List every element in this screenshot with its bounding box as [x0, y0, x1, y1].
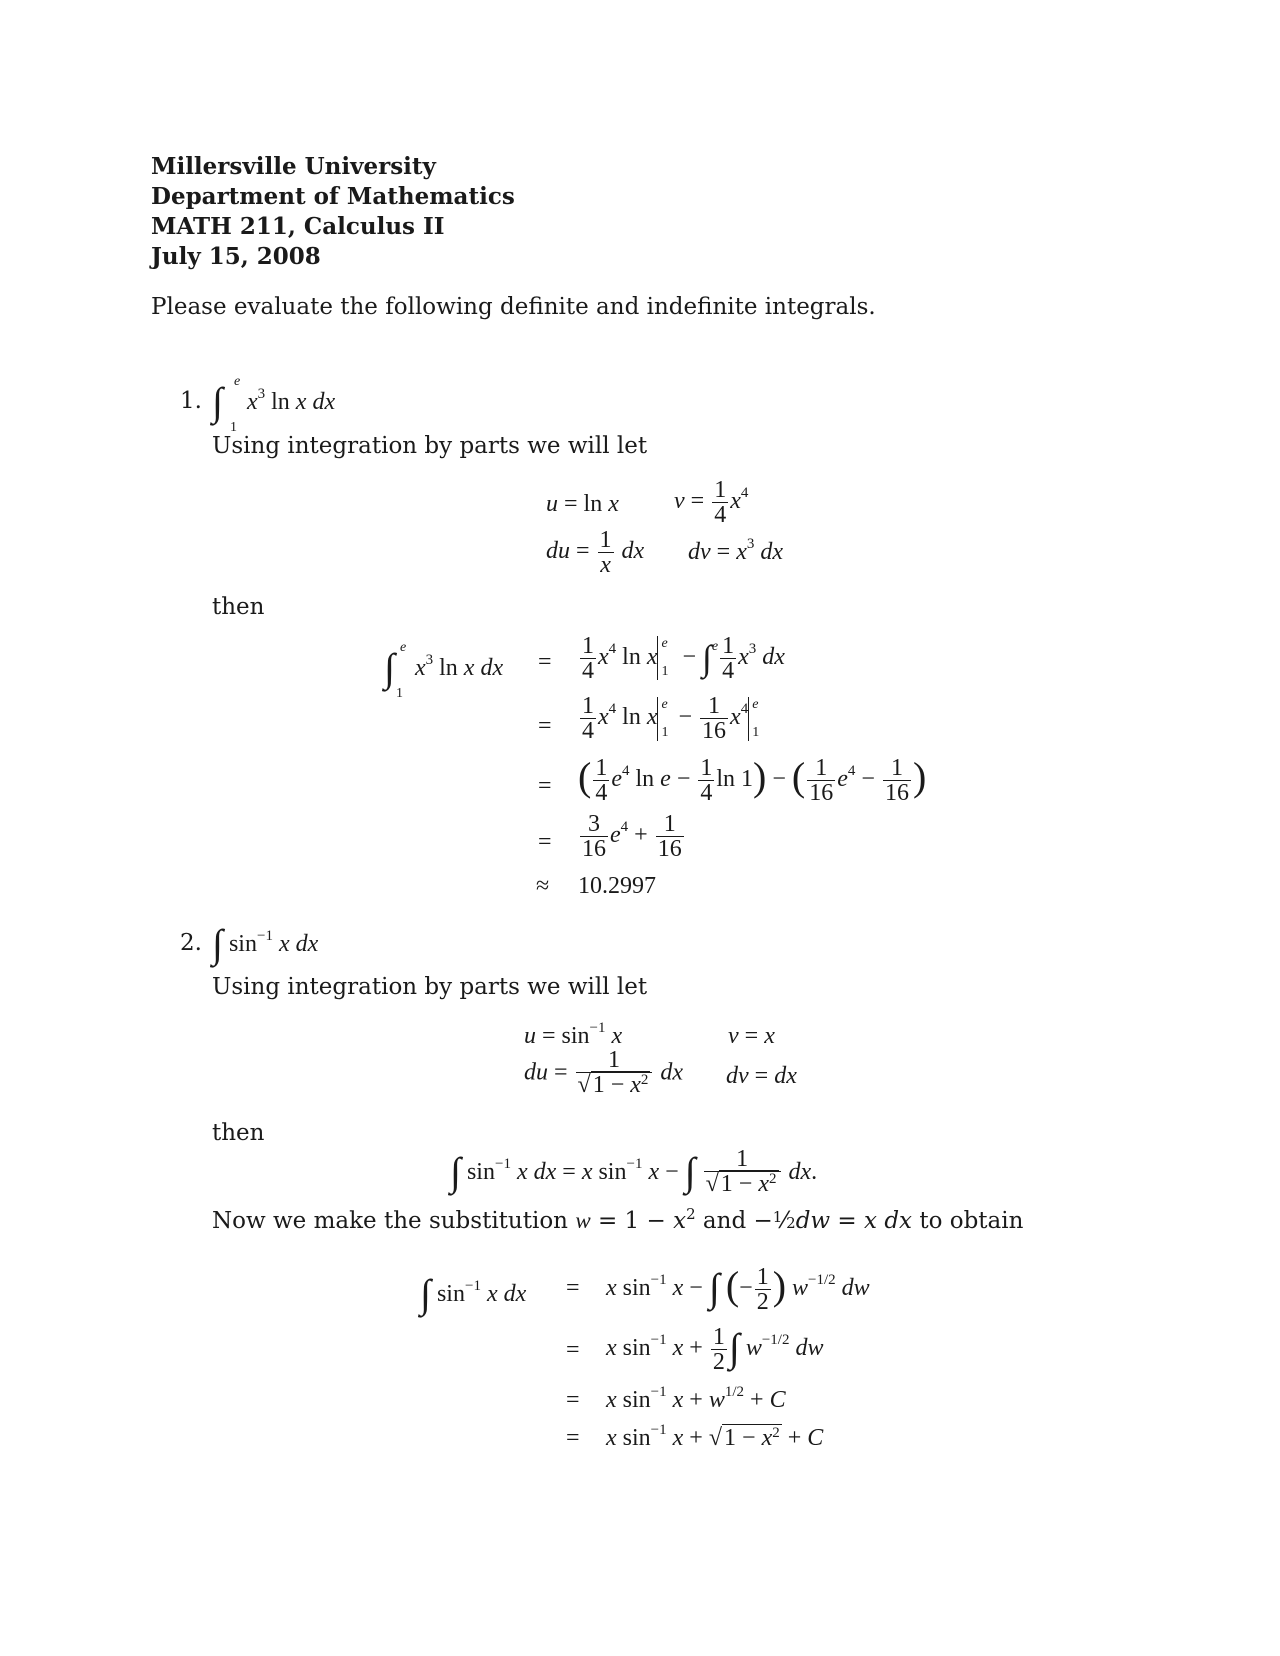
- problem-2-statement: ∫ $\sin^{-1} x$ dx: [212, 921, 319, 966]
- exam-date: July 15, 2008: [151, 243, 321, 270]
- problem-1-then: then: [212, 594, 265, 620]
- instructions: Please evaluate the following definite and indefinite integrals.: [151, 294, 876, 320]
- substitution-end: to obtain: [919, 1208, 1024, 1234]
- p2-step3: x $\sin^{-1} x + w^{1/2} + C$: [606, 1384, 786, 1413]
- problem-2-intro: Using integration by parts we will let: [212, 974, 648, 1000]
- problem-2-number: 2.: [180, 930, 202, 956]
- course-title: MATH 211, Calculus II: [151, 213, 445, 240]
- problem-1-intro: Using integration by parts we will let: [212, 433, 648, 459]
- p2-lhs: ∫ $\sin^{-1} x$ dx: [420, 1271, 527, 1316]
- eq-sign: =: [566, 1425, 580, 1451]
- p2-step4: x $\sin^{-1} x + √1 - x^2 + C$: [606, 1422, 824, 1451]
- p1-step4: $\frac{3}{16}$ $e^4$ + $\frac{1}{16}$: [582, 811, 682, 862]
- p2-step2: x $\sin^{-1} x$ + $\frac{1}{2}$ ∫ $w^{-1/2}$ dw: [606, 1323, 824, 1375]
- parts-du: du = $\frac{1}{x}$ dx: [546, 527, 645, 578]
- eq-sign: =: [566, 1337, 580, 1363]
- parts-du: du = $\frac{1}{√1 - x^2}$ dx: [524, 1047, 684, 1098]
- eq-sign: =: [538, 649, 552, 675]
- university-name: Millersville University: [151, 153, 436, 180]
- eq-sign: =: [538, 829, 552, 855]
- approx-sign: ≈: [536, 873, 550, 899]
- substitution-and: and: [702, 1208, 747, 1234]
- parts-u: $u = \sin^{-1} x$: [524, 1020, 623, 1049]
- eq-sign: =: [538, 713, 552, 739]
- p1-result: 10.2997: [578, 873, 656, 899]
- substitution-sentence: Now we make the substitution $w = 1 - x^2$ and −$^1$⁄2dw = x dx to obtain: [212, 1205, 1024, 1234]
- p1-lhs: ∫ e 1 $x^3$ ln x dx: [384, 640, 504, 701]
- parts-dv: dv = dx: [726, 1063, 797, 1089]
- p1-step3: ( $\frac{1}{4}$ $e^4$ ln e − $\frac{1}{4}$ ln 1) − ( $\frac{1}{16}$ $e^4$ − $\frac{1}{16}$ ): [578, 754, 927, 806]
- parts-v: v = $\frac{1}{4}$ $x^4$: [674, 477, 749, 528]
- eq-sign: =: [566, 1387, 580, 1413]
- substitution-text: Now we make the substitution: [212, 1208, 568, 1234]
- eq-sign: =: [538, 773, 552, 799]
- p1-step2: $\frac{1}{4}$ $x^4$ ln x e 1 − $\frac{1}{16}$ $x^4$ e 1: [582, 693, 760, 744]
- p2-step1: x $\sin^{-1} x$ − ∫ (− $\frac{1}{2}$ ) $w^{-1/2}$ dw: [606, 1263, 870, 1315]
- department-name: Department of Mathematics: [151, 183, 515, 210]
- parts-v: v = x: [728, 1023, 775, 1049]
- problem-1-statement: ∫ 1 e $x^3$ ln x dx: [212, 374, 336, 435]
- problem-2-then: then: [212, 1120, 265, 1146]
- p1-step1: $\frac{1}{4}$ $x^4$ ln x e 1 − ∫$^e$ $\frac{1}{4}$ $x^3$ dx: [582, 632, 785, 684]
- p2-ibp-equation: ∫ $\sin^{-1} x$ dx = x $\sin^{-1} x$ − ∫ $\frac{1}{√1 - x^2}$ dx.: [450, 1146, 818, 1198]
- parts-dv: dv = $x^3$ dx: [688, 536, 784, 565]
- eq-sign: =: [566, 1275, 580, 1301]
- problem-1-number: 1.: [180, 388, 202, 414]
- parts-u: u = ln x: [546, 491, 619, 517]
